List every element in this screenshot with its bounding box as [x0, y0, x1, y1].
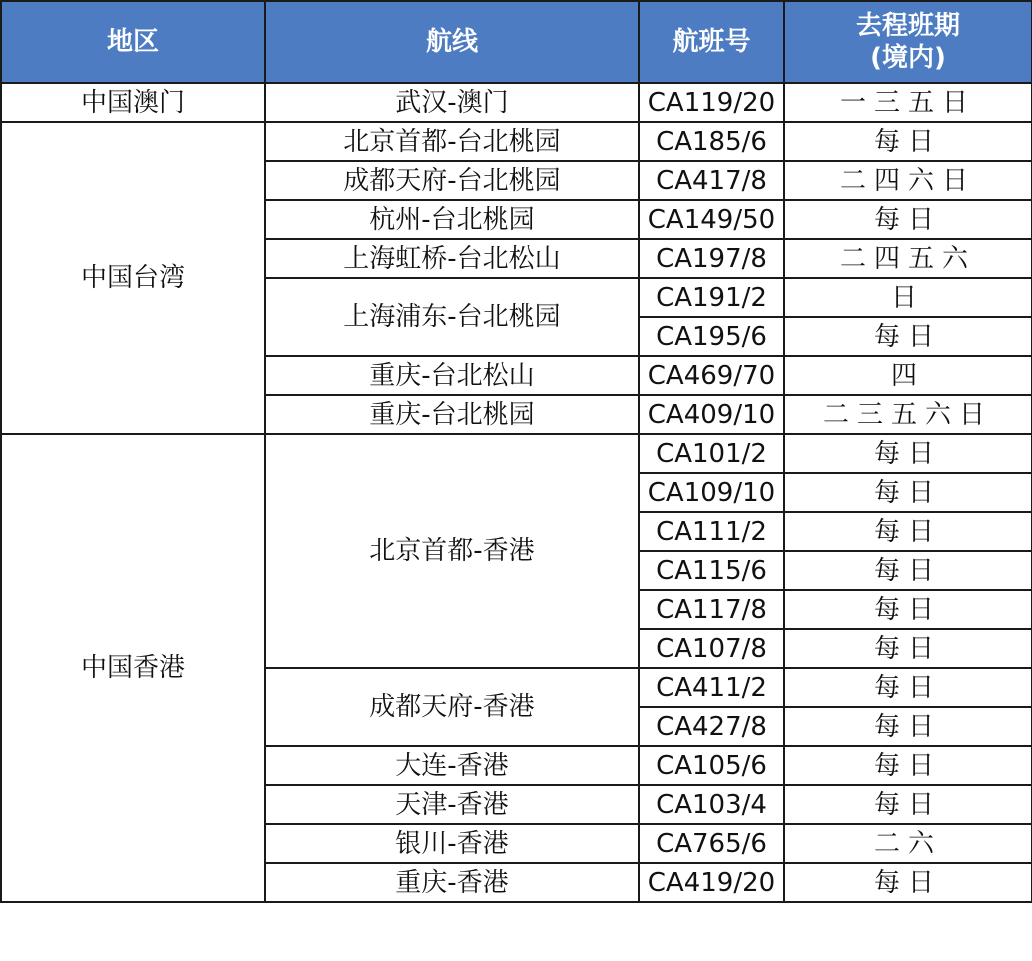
flight-number-cell: CA101/2 [639, 434, 784, 473]
schedule-cell: 一三五日 [784, 83, 1032, 122]
header-schedule-line1: 去程班期 [855, 11, 960, 41]
schedule-cell: 每日 [784, 746, 1032, 785]
table-row [1, 83, 1032, 122]
schedule-cell: 二四六日 [784, 161, 1032, 200]
schedule-cell: 每日 [784, 629, 1032, 668]
flight-number-cell: CA107/8 [639, 629, 784, 668]
schedule-cell: 每日 [784, 473, 1032, 512]
route-cell: 上海浦东-台北桃园 [265, 278, 639, 356]
region-cell: 中国澳门 [1, 83, 265, 122]
flight-number-cell: CA411/2 [639, 668, 784, 707]
route-cell: 大连-香港 [265, 746, 639, 785]
schedule-cell: 每日 [784, 707, 1032, 746]
route-cell: 杭州-台北桃园 [265, 200, 639, 239]
header-route: 航线 [265, 1, 639, 83]
flight-number-cell: CA185/6 [639, 122, 784, 161]
schedule-cell: 二三五六日 [784, 395, 1032, 434]
flight-number-cell: CA103/4 [639, 785, 784, 824]
schedule-cell: 每日 [784, 317, 1032, 356]
flight-number-cell: CA419/20 [639, 863, 784, 902]
flight-number-cell: CA417/8 [639, 161, 784, 200]
region-cell: 中国香港 [1, 434, 265, 902]
flight-number-cell: CA197/8 [639, 239, 784, 278]
flight-number-cell: CA149/50 [639, 200, 784, 239]
region-cell: 中国台湾 [1, 122, 265, 434]
route-cell: 重庆-台北松山 [265, 356, 639, 395]
route-cell: 北京首都-台北桃园 [265, 122, 639, 161]
schedule-cell: 每日 [784, 512, 1032, 551]
schedule-cell: 每日 [784, 785, 1032, 824]
route-cell: 重庆-香港 [265, 863, 639, 902]
schedule-cell: 二六 [784, 824, 1032, 863]
schedule-cell: 四 [784, 356, 1032, 395]
flight-number-cell: CA409/10 [639, 395, 784, 434]
schedule-cell: 每日 [784, 434, 1032, 473]
route-cell: 北京首都-香港 [265, 434, 639, 668]
route-cell: 重庆-台北桃园 [265, 395, 639, 434]
schedule-cell: 二四五六 [784, 239, 1032, 278]
schedule-cell: 每日 [784, 668, 1032, 707]
flight-number-cell: CA111/2 [639, 512, 784, 551]
header-flight-number: 航班号 [639, 1, 784, 83]
header-schedule-line2: (境内) [870, 43, 946, 73]
flight-number-cell: CA105/6 [639, 746, 784, 785]
route-cell: 武汉-澳门 [265, 83, 639, 122]
schedule-cell: 每日 [784, 122, 1032, 161]
route-cell: 上海虹桥-台北松山 [265, 239, 639, 278]
flight-number-cell: CA119/20 [639, 83, 784, 122]
flight-number-cell: CA115/6 [639, 551, 784, 590]
table-row [1, 434, 1032, 473]
flight-number-cell: CA109/10 [639, 473, 784, 512]
schedule-cell: 每日 [784, 863, 1032, 902]
flight-number-cell: CA191/2 [639, 278, 784, 317]
header-schedule [784, 1, 1032, 83]
schedule-cell: 每日 [784, 200, 1032, 239]
header-row [1, 1, 1032, 83]
flight-number-cell: CA117/8 [639, 590, 784, 629]
flight-number-cell: CA765/6 [639, 824, 784, 863]
route-cell: 成都天府-香港 [265, 668, 639, 746]
schedule-cell: 日 [784, 278, 1032, 317]
route-cell: 成都天府-台北桃园 [265, 161, 639, 200]
flight-number-cell: CA195/6 [639, 317, 784, 356]
flight-number-cell: CA427/8 [639, 707, 784, 746]
table-row [1, 122, 1032, 161]
route-cell: 银川-香港 [265, 824, 639, 863]
flight-number-cell: CA469/70 [639, 356, 784, 395]
route-cell: 天津-香港 [265, 785, 639, 824]
schedule-cell: 每日 [784, 551, 1032, 590]
schedule-cell: 每日 [784, 590, 1032, 629]
header-region: 地区 [1, 1, 265, 83]
